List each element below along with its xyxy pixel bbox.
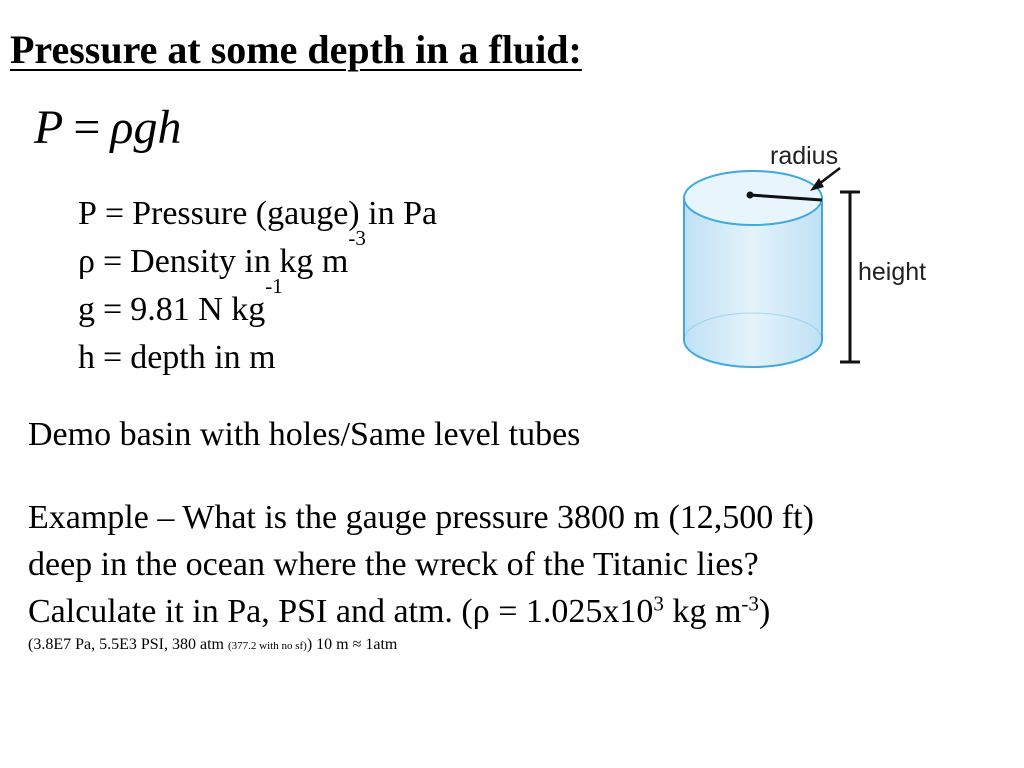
definition-text: Pressure (gauge) in Pa [132, 195, 438, 232]
definition-equals: = [102, 243, 123, 280]
pressure-formula [34, 100, 181, 155]
definition-superscript: -3 [348, 226, 366, 250]
example-superscript: -3 [741, 591, 759, 616]
definition-text: 9.81 N kg [130, 291, 266, 328]
answer-small-note: (377.2 with no sf) [228, 640, 307, 652]
answer-text: (3.8E7 Pa, 5.5E3 PSI, 380 atm [28, 636, 228, 653]
height-label: height [858, 258, 927, 286]
formula-equals: = [73, 101, 101, 154]
definition-text: Density in kg m [130, 243, 349, 280]
example-text: Calculate it in Pa, PSI and atm. (ρ = 1.025x10 [28, 593, 654, 630]
definition-pressure [78, 190, 437, 238]
example-line [28, 588, 814, 635]
example-problem [28, 494, 814, 635]
example-text: kg m [663, 593, 742, 630]
definition-text: depth in m [130, 339, 276, 376]
example-superscript: 3 [653, 591, 664, 616]
definition-equals: = [103, 339, 123, 376]
formula-rhs: ρgh [110, 101, 182, 154]
cylinder-diagram [670, 140, 950, 380]
definition-symbol: g [78, 291, 95, 328]
definition-symbol: h [78, 339, 95, 376]
example-line: Example – What is the gauge pressure 3800 m (12,500 ft) [28, 499, 814, 536]
page-title: Pressure at some depth in a fluid: [10, 27, 582, 72]
example-line: deep in the ocean where the wreck of the Titanic lies? [28, 546, 759, 583]
definition-equals: = [104, 195, 125, 232]
answer-text: ) 10 m ≈ 1atm [306, 636, 398, 653]
definition-symbol: ρ [78, 243, 95, 280]
definition-depth [78, 334, 437, 382]
variable-definitions [78, 190, 437, 382]
definition-equals: = [103, 291, 123, 328]
radius-label: radius [770, 142, 839, 170]
definition-symbol: P [78, 195, 97, 232]
answer-note [28, 636, 397, 654]
demo-note: Demo basin with holes/Same level tubes [28, 416, 581, 453]
definition-superscript: -1 [265, 274, 283, 298]
definition-gravity [78, 274, 437, 334]
definition-density [78, 226, 437, 286]
formula-lhs: P [34, 101, 64, 154]
example-text: ) [758, 593, 771, 630]
